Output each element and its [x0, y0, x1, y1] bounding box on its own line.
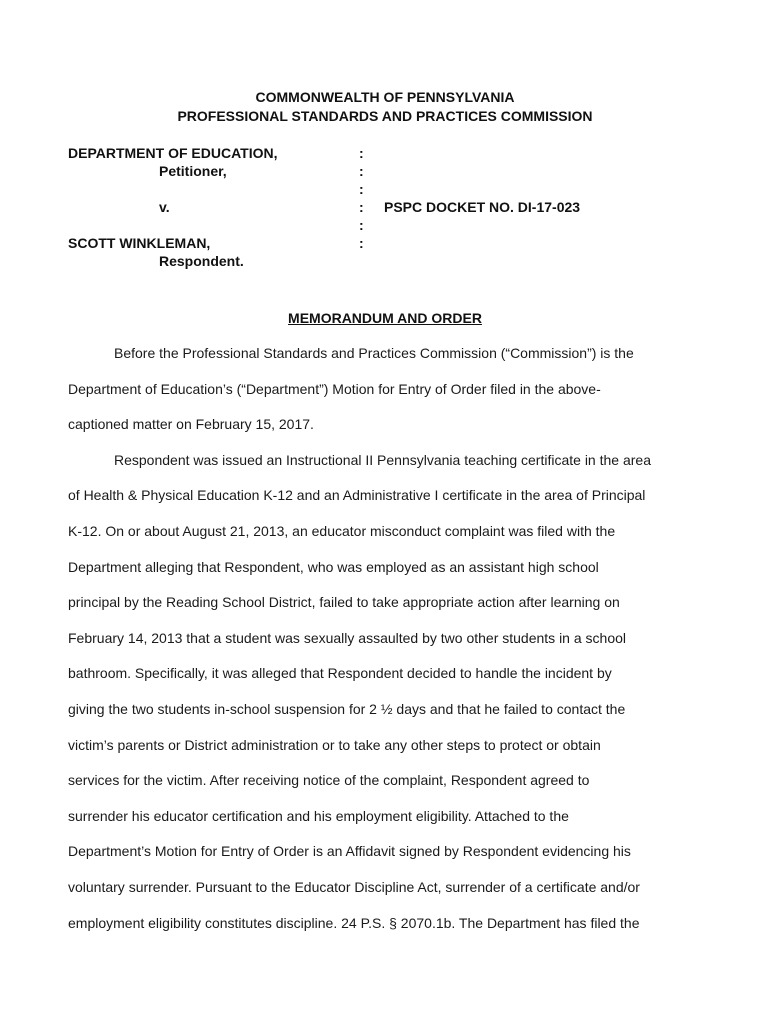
body-line: employment eligibility constitutes discipline. 24 P.S. § 2070.1b. The Department has filed the [68, 914, 640, 931]
case-caption [68, 144, 708, 270]
respondent-role: Respondent. [159, 253, 244, 269]
respondent-name: SCOTT WINKLEMAN, [68, 235, 211, 251]
petitioner-name: DEPARTMENT OF EDUCATION, [68, 145, 278, 161]
body-line: February 14, 2013 that a student was sexually assaulted by two other students in a school [68, 629, 626, 646]
body-line: victim’s parents or District administration or to take any other steps to protect or obtain [68, 736, 601, 753]
caption-colon: : [359, 217, 364, 233]
body-line: Department alleging that Respondent, who was employed as an assistant high school [68, 558, 599, 575]
memorandum-body [68, 336, 698, 941]
header-commonwealth: COMMONWEALTH OF PENNSYLVANIA [255, 89, 515, 105]
body-line: services for the victim. After receiving notice of the complaint, Respondent agreed to [68, 772, 590, 789]
caption-colon: : [359, 181, 364, 197]
caption-colon: : [359, 163, 364, 179]
body-line: Before the Professional Standards and Practices Commission (“Commission”) is the [114, 345, 634, 361]
header-commission: PROFESSIONAL STANDARDS AND PRACTICES COMMISSION [177, 108, 593, 124]
body-line: Respondent was issued an Instructional II Pennsylvania teaching certificate in the area [114, 451, 651, 468]
docket-number: PSPC DOCKET NO. DI-17-023 [384, 199, 581, 215]
memorandum-title: MEMORANDUM AND ORDER [288, 310, 482, 326]
body-line: voluntary surrender. Pursuant to the Educator Discipline Act, surrender of a certificate and/or [68, 878, 640, 895]
body-line: principal by the Reading School District, failed to take appropriate action after learning on [68, 594, 620, 611]
caption-colon: : [359, 199, 364, 215]
document-header [0, 88, 770, 126]
caption-colon: : [359, 235, 364, 251]
body-line: of Health & Physical Education K-12 and an Administrative I certificate in the area of Principal [68, 487, 646, 504]
body-line: surrender his educator certification and his employment eligibility. Attached to the [68, 807, 569, 824]
body-line: bathroom. Specifically, it was alleged that Respondent decided to handle the incident by [68, 665, 612, 682]
petitioner-role: Petitioner, [159, 163, 227, 179]
body-line: Department of Education’s (“Department”) Motion for Entry of Order filed in the above- [68, 380, 601, 397]
body-line: K-12. On or about August 21, 2013, an educator misconduct complaint was filed with the [68, 522, 616, 539]
caption-colon: : [359, 145, 364, 161]
body-line: Department’s Motion for Entry of Order is an Affidavit signed by Respondent evidencing his [68, 843, 631, 860]
versus-label: v. [159, 199, 170, 215]
body-line: captioned matter on February 15, 2017. [68, 416, 314, 433]
body-line: giving the two students in-school suspension for 2 ½ days and that he failed to contact the [68, 700, 626, 717]
